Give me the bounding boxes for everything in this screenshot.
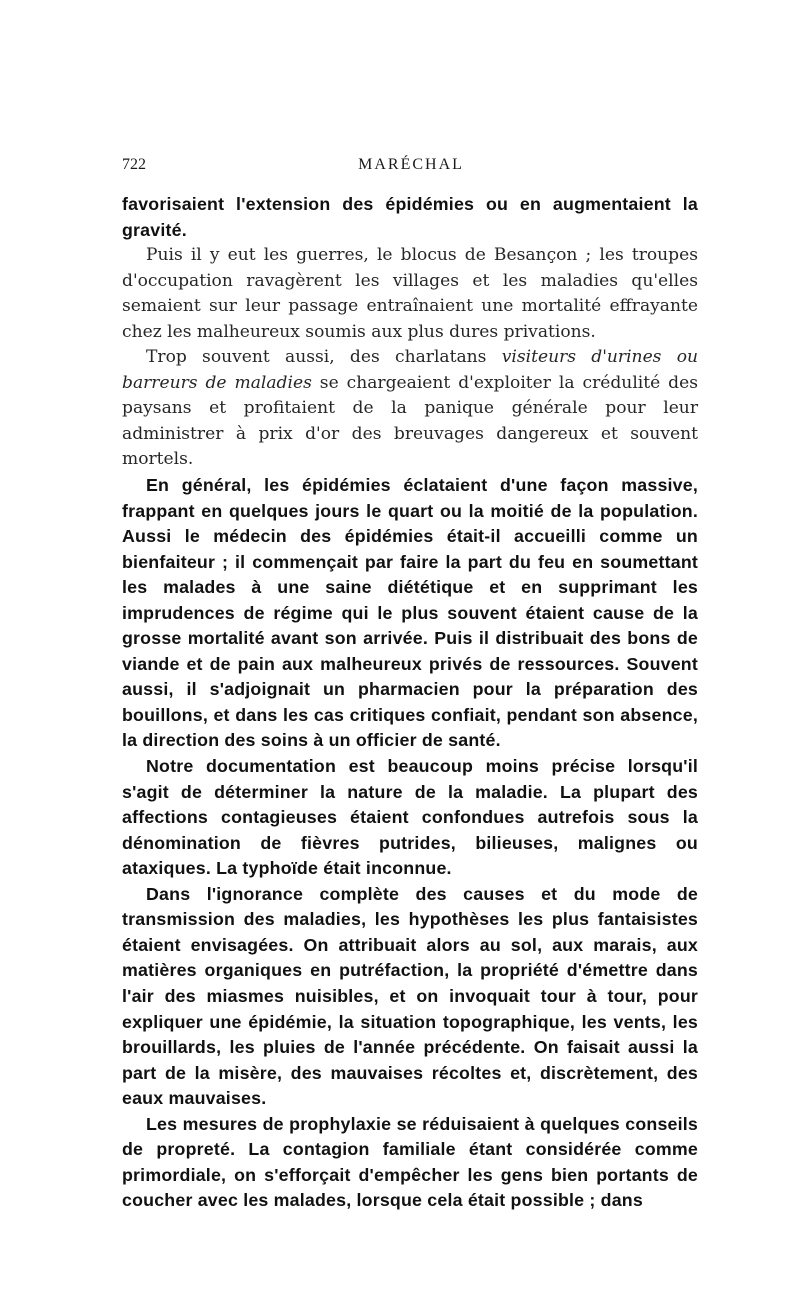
running-title: MARÉCHAL xyxy=(358,156,464,173)
running-head xyxy=(122,156,700,180)
charlatans-text-start: Trop souvent aussi, des charlatans xyxy=(146,347,502,368)
charlatans-italic-terms: visiteurs d'urines ou barreurs de maladies xyxy=(122,347,699,393)
paragraph-documentation: Notre documentation est beaucoup moins précise lorsqu'il s'agit de déterminer la nature de la maladie. La plupart des affections contagieuses étaient confondues autrefois sous la dénomination de fièvres putrides, bilieuses, malignes ou ataxiques. La typhoïde était inconnue. xyxy=(122,756,698,879)
body-text xyxy=(122,192,698,1214)
charlatans-text-end: se chargeaient d'exploiter la crédulité des paysans et profitaient de la panique générale pour leur administrer à prix d'or des breuvages dangereux et souvent mortels. xyxy=(122,372,699,470)
paragraph-hypotheses: Dans l'ignorance complète des causes et du mode de transmission des maladies, les hypothèses les plus fantaisistes étaient envisagées. On attribuait alors au sol, aux marais, aux matières organiques en putréfaction, la propriété d'émettre dans l'air des miasmes nuisibles, et on invoquait tour à tour, pour expliquer une épidémie, la situation topographique, les vents, les brouillards, les pluies de l'année précédente. On faisait aussi la part de la misère, des mauvaises récoltes et, discrètement, des eaux mauvaises. xyxy=(122,883,698,1109)
paragraph-wars: Puis il y eut les guerres, le blocus de Besançon ; les troupes d'occupation ravagèrent les villages et les maladies qu'elles semaient sur leur passage entraînaient une mortalité effrayante chez les malheureux soumis aux plus dures privations. xyxy=(122,245,698,342)
paragraph-epidemic-doctor: En général, les épidémies éclataient d'une façon massive, frappant en quelques jours le quart ou la moitié de la population. Aussi le médecin des épidémies était-il accueilli comme un bienfaiteur ; il commençait par faire la part du feu en soumettant les malades à une saine diététique et en supprimant les imprudences de régime qui le plus souvent étaient cause de la grosse mortalité avant son arrivée. Puis il distribuait des bons de viande et de pain aux malheureux privés de ressources. Souvent aussi, il s'adjoignait un pharmacien pour la préparation des bouillons, et dans les cas critiques confiait, pendant son absence, la direction des soins à un officier de santé. xyxy=(122,475,698,751)
paragraph-charlatans xyxy=(122,345,698,473)
paragraph-prophylaxis: Les mesures de prophylaxie se réduisaient à quelques conseils de propreté. La contagion familiale étant considérée comme primordiale, on s'efforçait d'empêcher les gens bien portants de coucher avec les malades, lorsque cela était possible ; dans xyxy=(122,1113,698,1211)
paragraph-continuation: favorisaient l'extension des épidémies ou en augmentaient la gravité. xyxy=(122,194,698,240)
page-number: 722 xyxy=(122,156,146,173)
